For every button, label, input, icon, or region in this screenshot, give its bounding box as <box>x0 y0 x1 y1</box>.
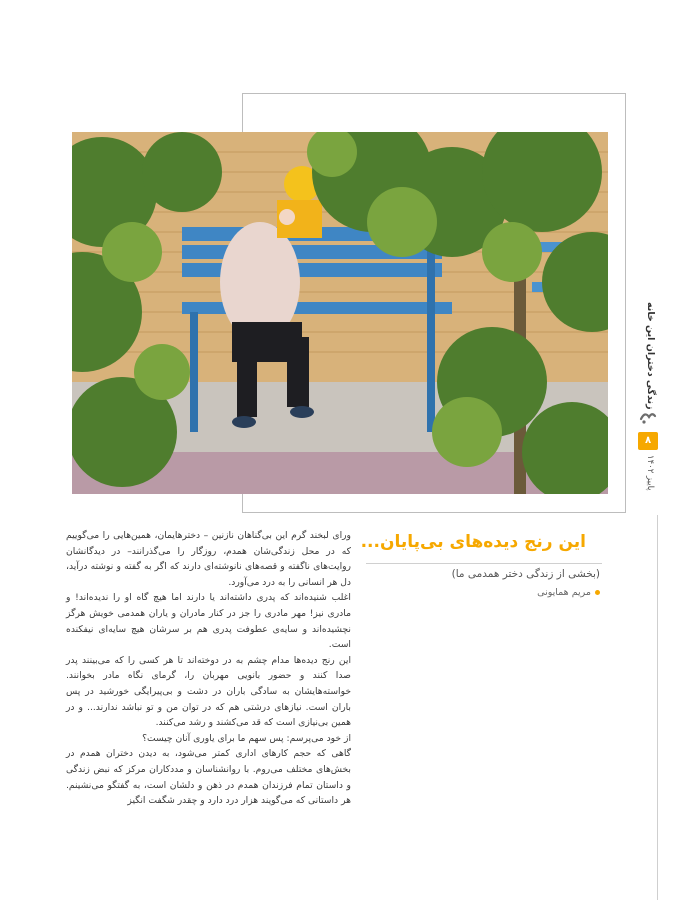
author-bullet-icon <box>595 590 600 595</box>
body-paragraph: این رنج دیده‌ها مدام چشم به در دوخته‌اند تا هر کسی را که می‌بینند پدر صدا کنند و حضور بانویی مهربان را، گرمای نگاه مادر بخوانند. خواسته‌هایشان به سادگی باران در دشت و بی‌پیرایگی خورشید در پس باران است. نیازهای درشتی هم که در توان من و تو نباشد ندارند... و در همین بی‌نیازی است که قد می‌کشند و رشد می‌کنند. <box>66 654 351 729</box>
article-photo <box>72 132 608 494</box>
magazine-title: زندگی دختران این خانه <box>645 302 656 410</box>
author-line <box>360 587 600 598</box>
article-body <box>66 528 351 809</box>
body-paragraph: ورای لبخند گرم این بی‌گناهان نازنین – دخترهایمان، همین‌هایی را می‌گوییم که در محل زندگی‌شان همدم، روزگار را می‌گذرانند– در دیدگانشان روایت‌های ناگفته و قصه‌های نانوشته‌ای دارند که اگر به گفته و نوشته درآید، دل هر انسانی را به درد می‌آورد. <box>66 530 351 588</box>
page-number: ۸ <box>638 432 658 450</box>
article-title: این رنج دیده‌های بی‌پایان... <box>360 532 586 552</box>
article-subtitle: (بخشی از زندگی دختر همدمی ما) <box>451 568 600 580</box>
body-paragraph: از خود می‌پرسم: پس سهم ما برای یاوری آنان چیست؟ <box>142 732 351 744</box>
body-paragraph: اغلب شنیده‌اند که پدری داشته‌اند یا دارند اما هیچ گاه او را ندیده‌اند! و مادری نیز! مهر مادری را جز در کنار مادران و یاران همدمی خویش هرگز نچشیده‌اند و سایه‌ی عطوفت پدری هم بر سرشان هیچ سایه‌ای نیفکنده است. <box>66 592 351 651</box>
hamdam-logo-icon <box>638 407 658 427</box>
side-divider <box>657 515 658 900</box>
issue-label: پاییز ۱۴۰۲ <box>645 455 655 491</box>
author-name: مریم همایونی <box>537 587 591 598</box>
body-paragraph: گاهی که حجم کارهای اداری کمتر می‌شود، به دیدن دختران همدم در بخش‌های مختلف می‌روم. با روانشناسان و مددکاران مرکز که نبض زندگی و داستان تمام فرزندان همدم در ذهن و دلشان است، به گفتگو می‌نشینم. هر داستانی که می‌گویند هزار درد دارد و چقدر شگفت انگیز <box>66 748 351 807</box>
title-divider <box>366 563 602 564</box>
